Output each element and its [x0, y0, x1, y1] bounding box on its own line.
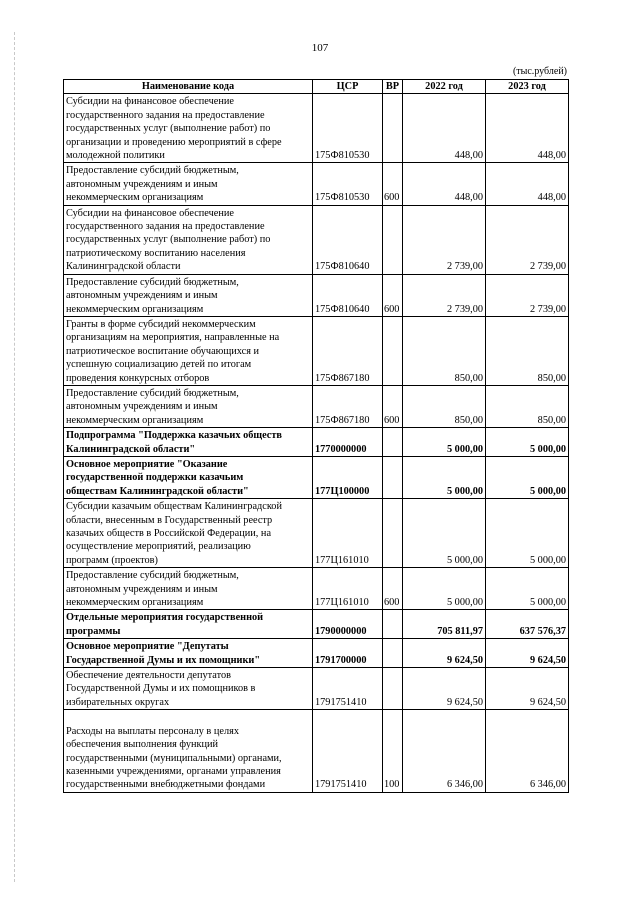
cell-2022: 6 346,00	[403, 710, 486, 792]
cell-vr	[383, 428, 403, 457]
header-vr: ВР	[383, 80, 403, 94]
cell-csr: 175Ф810530	[313, 163, 383, 205]
cell-name: Субсидии казачьим обществам Калининградской области, внесенным в Государственный реестр казачьих обществ в Российской Федерации, на осуществление мероприятий, реализацию программ (проектов)	[64, 499, 313, 568]
cell-2023: 448,00	[486, 94, 569, 163]
cell-2022: 448,00	[403, 163, 486, 205]
cell-name: Подпрограмма "Поддержка казачьих обществ Калининградской области"	[64, 428, 313, 457]
table-row	[64, 428, 569, 457]
cell-2022: 2 739,00	[403, 274, 486, 316]
header-name: Наименование кода	[64, 80, 313, 94]
cell-name: Обеспечение деятельности депутатов Государственной Думы и их помощников в избирательных округах	[64, 668, 313, 710]
cell-2023: 850,00	[486, 385, 569, 427]
cell-csr: 1791751410	[313, 710, 383, 792]
cell-name: Отдельные мероприятия государственной программы	[64, 610, 313, 639]
cell-csr: 175Ф867180	[313, 385, 383, 427]
table-row	[64, 94, 569, 163]
header-2022: 2022 год	[403, 80, 486, 94]
cell-name: Предоставление субсидий бюджетным, автономным учреждениям и иным некоммерческим организациям	[64, 568, 313, 610]
cell-2022: 705 811,97	[403, 610, 486, 639]
page-number: 107	[311, 42, 329, 54]
cell-vr: 600	[383, 163, 403, 205]
table-row	[64, 385, 569, 427]
cell-vr	[383, 205, 403, 274]
cell-vr: 600	[383, 385, 403, 427]
cell-2023: 448,00	[486, 163, 569, 205]
cell-2023: 5 000,00	[486, 568, 569, 610]
cell-vr	[383, 316, 403, 385]
cell-2023: 6 346,00	[486, 710, 569, 792]
table-row	[64, 456, 569, 498]
table-row	[64, 163, 569, 205]
cell-csr: 177Ц161010	[313, 499, 383, 568]
cell-name: Предоставление субсидий бюджетным, автономным учреждениям и иным некоммерческим организациям	[64, 385, 313, 427]
cell-2022: 5 000,00	[403, 568, 486, 610]
cell-name: Гранты в форме субсидий некоммерческим организациям на мероприятия, направленные на патриотическое воспитание обучающихся и успешную социализацию детей по итогам проведения конкурсных отборов	[64, 316, 313, 385]
header-csr: ЦСР	[313, 80, 383, 94]
cell-csr: 175Ф867180	[313, 316, 383, 385]
cell-2022: 2 739,00	[403, 205, 486, 274]
cell-2023: 2 739,00	[486, 205, 569, 274]
table-row	[64, 316, 569, 385]
cell-2023: 9 624,50	[486, 639, 569, 668]
cell-csr: 1791751410	[313, 668, 383, 710]
cell-2022: 5 000,00	[403, 499, 486, 568]
table-header-row	[64, 80, 569, 94]
table-row	[64, 274, 569, 316]
cell-2023: 5 000,00	[486, 456, 569, 498]
cell-name: Субсидии на финансовое обеспечение государственного задания на предоставление государственных услуг (выполнение работ) по организации и проведению мероприятий в сфере молодежной политики	[64, 94, 313, 163]
cell-csr: 175Ф810530	[313, 94, 383, 163]
cell-2023: 2 739,00	[486, 274, 569, 316]
cell-vr	[383, 499, 403, 568]
cell-csr: 1791700000	[313, 639, 383, 668]
table-row	[64, 639, 569, 668]
table-row	[64, 499, 569, 568]
cell-2022: 850,00	[403, 385, 486, 427]
cell-csr: 175Ф810640	[313, 205, 383, 274]
table-row	[64, 610, 569, 639]
table-row	[64, 710, 569, 792]
cell-name: Предоставление субсидий бюджетным, автономным учреждениям и иным некоммерческим организациям	[64, 274, 313, 316]
cell-2022: 5 000,00	[403, 456, 486, 498]
cell-2023: 5 000,00	[486, 499, 569, 568]
cell-vr: 600	[383, 274, 403, 316]
cell-2022: 9 624,50	[403, 639, 486, 668]
cell-vr	[383, 639, 403, 668]
table-row	[64, 205, 569, 274]
cell-name: Расходы на выплаты персоналу в целях обеспечения выполнения функций государственными (муниципальными) органами, казенными учреждениями, органами управления государственными внебюджетными фондами	[64, 710, 313, 792]
cell-name: Субсидии на финансовое обеспечение государственного задания на предоставление государственных услуг (выполнение работ) по патриотическому воспитанию населения Калининградской области	[64, 205, 313, 274]
cell-2023: 5 000,00	[486, 428, 569, 457]
cell-2023: 850,00	[486, 316, 569, 385]
cell-csr: 177Ц100000	[313, 456, 383, 498]
budget-table	[63, 79, 569, 793]
cell-csr: 175Ф810640	[313, 274, 383, 316]
cell-csr: 1790000000	[313, 610, 383, 639]
cell-2023: 9 624,50	[486, 668, 569, 710]
cell-vr	[383, 610, 403, 639]
cell-vr	[383, 668, 403, 710]
cell-csr: 177Ц161010	[313, 568, 383, 610]
table-row	[64, 668, 569, 710]
cell-2022: 448,00	[403, 94, 486, 163]
cell-2022: 5 000,00	[403, 428, 486, 457]
cell-name: Основное мероприятие "Депутаты Государственной Думы и их помощники"	[64, 639, 313, 668]
cell-vr	[383, 456, 403, 498]
page-edge-mark	[14, 32, 15, 882]
cell-2023: 637 576,37	[486, 610, 569, 639]
cell-vr: 600	[383, 568, 403, 610]
cell-vr: 100	[383, 710, 403, 792]
cell-2022: 850,00	[403, 316, 486, 385]
units-label: (тыс.рублей)	[512, 66, 567, 77]
cell-csr: 1770000000	[313, 428, 383, 457]
header-2023: 2023 год	[486, 80, 569, 94]
table-row	[64, 568, 569, 610]
cell-vr	[383, 94, 403, 163]
cell-name: Основное мероприятие "Оказание государственной поддержки казачьим обществам Калининградской области"	[64, 456, 313, 498]
cell-2022: 9 624,50	[403, 668, 486, 710]
cell-name: Предоставление субсидий бюджетным, автономным учреждениям и иным некоммерческим организациям	[64, 163, 313, 205]
